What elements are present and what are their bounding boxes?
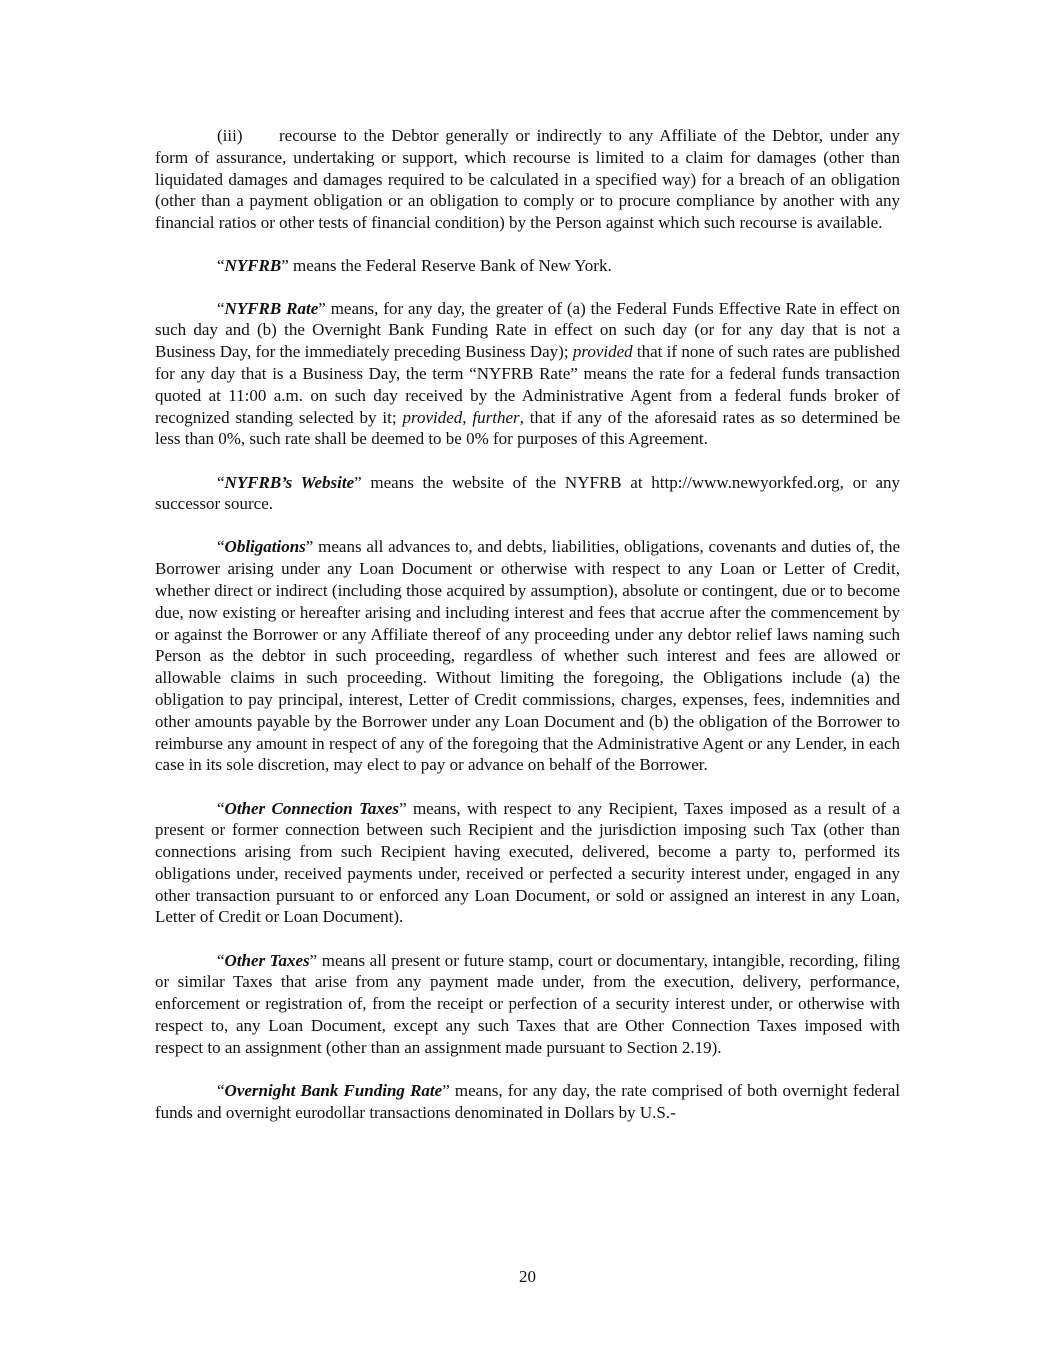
definition-overnight-bank-funding-rate (155, 1080, 900, 1124)
close-quote: ” (354, 472, 362, 492)
definition-body: means, for any day, the rate comprised of both overnight federal funds and overnight eurodollar transactions denominated in Dollars by U.S.- (155, 1080, 901, 1122)
clause-number: (iii) (217, 126, 243, 145)
further-italic: further (472, 407, 520, 427)
open-quote: “ (217, 255, 225, 275)
close-quote: ” (399, 798, 407, 818)
clause-iii-paragraph (155, 125, 900, 234)
definition-obligations (155, 536, 900, 776)
defined-term: NYFRB’s Website (224, 472, 355, 492)
page-number: 20 (519, 1267, 536, 1286)
document-page (155, 125, 900, 1145)
open-quote: “ (217, 1080, 225, 1100)
definition-body: means the Federal Reserve Bank of New York. (288, 255, 612, 275)
close-quote: ” (305, 537, 314, 557)
defined-term: Overnight Bank Funding Rate (224, 1080, 443, 1100)
definition-body-end: , that if any of the aforesaid rates as so determined be less than 0%, such rate shall be deemed to be 0% for purposes of this Agreement. (155, 407, 900, 449)
definition-body: means the website of the NYFRB at http://www.newyorkfed.org, or any successor source. (155, 472, 900, 514)
definition-body: means, for any day, the greater of (a) the Federal Funds Effective Rate in effect on such day and (b) the Overnight Bank Funding Rate in effect on such day (or for any day that is not a Business Day, for the immediately preceding Business Day); (155, 298, 901, 362)
close-quote: ” (318, 298, 326, 318)
clause-text: recourse to the Debtor generally or indirectly to any Affiliate of the Debtor, under any form of assurance, undertaking or support, which recourse is limited to a claim for damages (other than liquidated damages and damages required to be calculated in a specified way) for a breach of an obligation (other than a payment obligation or an obligation to comply or to procure compliance by another with any financial ratios or other tests of financial condition) by the Person against which such recourse is available. (155, 126, 900, 233)
open-quote: “ (217, 950, 225, 970)
definition-nyfrb-rate (155, 298, 900, 451)
close-quote: ” (309, 950, 318, 970)
definition-body: means all advances to, and debts, liabilities, obligations, covenants and duties of, the Borrower arising under any Loan Document or otherwise with respect to any Loan or Letter of Credit, whether direct or indirect (including those acquired by assumption), absolute or contingent, due or to become due, now existing or hereafter arising and including interest and fees that accrue after the commencement by or against the Borrower or any Affiliate thereof of any proceeding under any debtor relief laws naming such Person as the debtor in such proceeding, regardless of whether such interest and fees are allowed or allowable claims in such proceeding. Without limiting the foregoing, the Obligations include (a) the obligation to pay principal, interest, Letter of Credit commissions, charges, expenses, fees, indemnities and other amounts payable by the Borrower under any Loan Document and (b) the obligation of the Borrower to reimburse any amount in respect of any of the foregoing that the Administrative Agent or any Lender, in each case in its sole discretion, may elect to pay or advance on behalf of the Borrower. (155, 537, 900, 775)
definition-nyfrb (155, 255, 900, 277)
definition-other-taxes (155, 950, 900, 1059)
defined-term: Other Taxes (224, 950, 310, 970)
close-quote: ” (281, 255, 289, 275)
defined-term: Other Connection Taxes (224, 798, 400, 818)
close-quote: ” (442, 1080, 450, 1100)
open-quote: “ (217, 298, 225, 318)
provided-italic-second: provided (402, 407, 463, 427)
defined-term: NYFRB (224, 255, 282, 275)
definition-body: means, with respect to any Recipient, Taxes imposed as a result of a present or former connection between such Recipient and the jurisdiction imposing such Tax (other than connections arising from such Recipient having executed, delivered, become a party to, performed its obligations under, received payments under, received or perfected a security interest under, engaged in any other transaction pursuant to or enforced any Loan Document, or sold or assigned an interest in any Loan, Letter of Credit or Loan Document). (155, 798, 901, 927)
comma-separator: , (462, 407, 473, 427)
open-quote: “ (217, 798, 225, 818)
definition-body: means all present or future stamp, court or documentary, intangible, recording, filing or similar Taxes that arise from any payment made under, from the execution, delivery, performance, enforcement or registration of, from the receipt or perfection of a security interest under, or otherwise with respect to, any Loan Document, except any such Taxes that are Other Connection Taxes imposed with respect to an assignment (other than an assignment made pursuant to Section 2.19). (155, 950, 900, 1057)
provided-italic: provided (572, 342, 633, 362)
defined-term: NYFRB Rate (224, 298, 319, 318)
defined-term: Obligations (224, 537, 306, 557)
open-quote: “ (217, 537, 225, 557)
definition-other-connection-taxes (155, 798, 900, 929)
open-quote: “ (217, 472, 225, 492)
definition-body-continued: that if none of such rates are published for any day that is a Business Day, the term “NYFRB Rate” means the rate for a federal funds transaction quoted at 11:00 a.m. on such day received by the Administrative Agent from a federal funds broker of recognized standing selected by it; (155, 342, 900, 427)
definition-nyfrb-website (155, 472, 900, 516)
